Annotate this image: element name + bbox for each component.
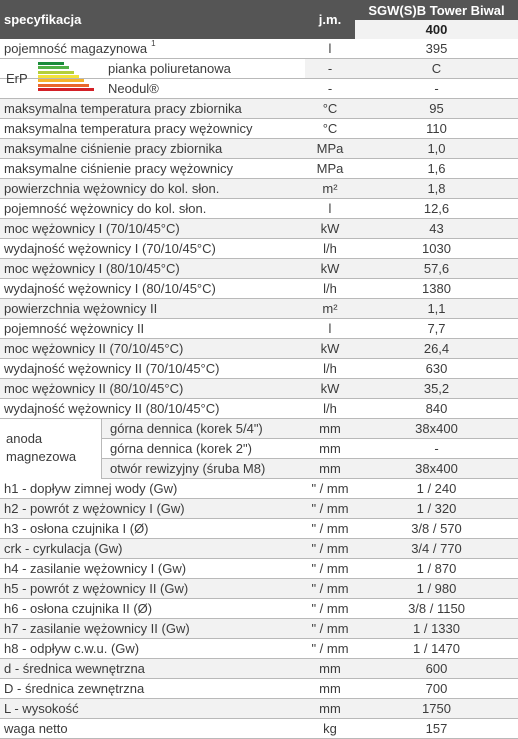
row-name [0,319,305,339]
anoda-unit: mm [305,459,355,479]
row-name-text: h8 - odpływ c.w.u. (Gw) [4,641,140,656]
row-value: 1030 [355,239,518,259]
table-row [0,699,518,719]
footnote-marker: 1 [151,39,156,48]
row-value: 3/8 / 570 [355,519,518,539]
row-name-text: moc wężownicy II (70/10/45°C) [4,341,184,356]
row-name [0,199,305,219]
row-unit: l [305,39,355,59]
row-unit: " / mm [305,519,355,539]
row-value: 1 / 240 [355,479,518,499]
row-name-text: moc wężownicy I (70/10/45°C) [4,221,180,236]
energy-class-bar [38,79,84,82]
table-row [0,319,518,339]
erp-value: C [355,59,518,79]
table-row [0,279,518,299]
row-unit: kW [305,259,355,279]
table-row [0,619,518,639]
table-row [0,479,518,499]
row-value: 395 [355,39,518,59]
row-name-text: moc wężownicy II (80/10/45°C) [4,381,184,396]
row-name [0,499,305,519]
row-unit: kW [305,219,355,239]
row-name-text: maksymalne ciśnienie pracy wężownicy [4,161,234,176]
row-unit: l/h [305,399,355,419]
row-name-text: moc wężownicy I (80/10/45°C) [4,261,180,276]
table-row [0,199,518,219]
row-name-text: wydajność wężownicy II (70/10/45°C) [4,361,220,376]
row-value: 12,6 [355,199,518,219]
row-value: 1,1 [355,299,518,319]
table-row [0,379,518,399]
row-name-text: crk - cyrkulacja (Gw) [4,541,123,556]
row-name-text: pojemność wężownicy do kol. słon. [4,201,207,216]
row-name-text: waga netto [4,721,68,736]
row-value: 7,7 [355,319,518,339]
table-row [0,659,518,679]
row-value: 35,2 [355,379,518,399]
row-name [0,159,305,179]
row-unit: l/h [305,239,355,259]
row-value: 1750 [355,699,518,719]
row-name [0,679,305,699]
table-row [0,159,518,179]
row-name [0,219,305,239]
row-name-text: h6 - osłona czujnika II (Ø) [4,601,153,616]
row-name-text: wydajność wężownicy I (80/10/45°C) [4,281,216,296]
row-name-text: pojemność wężownicy II [4,321,145,336]
row-name [0,699,305,719]
row-value: 600 [355,659,518,679]
table-row [0,559,518,579]
row-unit: m² [305,179,355,199]
table-row [0,579,518,599]
table-row [0,239,518,259]
row-name-text: maksymalna temperatura pracy wężownicy [4,121,253,136]
anoda-subname: górna dennica (korek 2") [110,441,252,456]
row-name-text: powierzchnia wężownicy II [4,301,158,316]
table-row [0,539,518,559]
row-name [0,619,305,639]
row-name [0,559,305,579]
row-unit: mm [305,679,355,699]
row-name-text: h7 - zasilanie wężownicy II (Gw) [4,621,190,636]
row-unit: l [305,319,355,339]
row-value: 26,4 [355,339,518,359]
row-unit: " / mm [305,539,355,559]
anoda-value: 38x400 [355,419,518,439]
row-unit: mm [305,699,355,719]
header-unit: j.m. [305,0,355,39]
row-unit: " / mm [305,579,355,599]
row-value: 110 [355,119,518,139]
table-row [0,179,518,199]
row-unit: l/h [305,359,355,379]
row-name [0,719,305,739]
erp-subname: pianka poliuretanowa [108,61,231,76]
table-row [0,39,518,59]
row-unit: l/h [305,279,355,299]
row-value: 57,6 [355,259,518,279]
row-unit: m² [305,299,355,319]
row-value: 630 [355,359,518,379]
table-row [0,679,518,699]
table-row [0,499,518,519]
row-unit: " / mm [305,559,355,579]
anoda-row [0,419,518,439]
row-name-text: h3 - osłona czujnika I (Ø) [4,521,149,536]
energy-class-bar [38,66,69,69]
row-value: 95 [355,99,518,119]
energy-label-icon [38,62,92,92]
anoda-unit: mm [305,419,355,439]
row-value: 3/4 / 770 [355,539,518,559]
table-row [0,299,518,319]
row-value: 3/8 / 1150 [355,599,518,619]
row-name-text: wydajność wężownicy I (70/10/45°C) [4,241,216,256]
row-value: 1,6 [355,159,518,179]
row-name [0,139,305,159]
table-row [0,519,518,539]
row-unit: l [305,199,355,219]
row-name [0,119,305,139]
row-name [0,239,305,259]
table-row [0,399,518,419]
row-value: 1380 [355,279,518,299]
row-unit: " / mm [305,479,355,499]
header-param: specyfikacja [0,0,305,39]
row-name [0,39,305,59]
row-name [0,519,305,539]
row-name-text: h4 - zasilanie wężownicy I (Gw) [4,561,187,576]
row-unit: °C [305,99,355,119]
energy-class-bar [38,88,94,91]
energy-class-bar [38,71,74,74]
row-value: 1,0 [355,139,518,159]
table-row [0,719,518,739]
row-name [0,539,305,559]
row-name [0,179,305,199]
row-unit: " / mm [305,639,355,659]
anoda-subname: otwór rewizyjny (śruba M8) [110,461,266,476]
energy-class-bar [38,75,79,78]
row-name-text: powierzchnia wężownicy do kol. słon. [4,181,220,196]
table-row [0,139,518,159]
row-unit: kW [305,379,355,399]
row-name [0,339,305,359]
row-value: 1 / 980 [355,579,518,599]
erp-unit: - [305,59,355,79]
row-name-text: d - średnica wewnętrzna [4,661,145,676]
row-name-text: h2 - powrót z wężownicy I (Gw) [4,501,185,516]
row-value: 840 [355,399,518,419]
table-row [0,259,518,279]
row-value: 700 [355,679,518,699]
row-name-text: maksymalna temperatura pracy zbiornika [4,101,242,116]
row-unit: kg [305,719,355,739]
erp-name-cell [0,59,305,86]
row-name-text: pojemność magazynowa [4,41,148,56]
row-name [0,399,305,419]
table-header-row [0,0,518,20]
row-name [0,599,305,619]
erp-unit: - [305,79,355,99]
anoda-value: - [355,439,518,459]
row-name-text: h5 - powrót z wężownicy II (Gw) [4,581,189,596]
table-row [0,99,518,119]
row-name-text: L - wysokość [4,701,79,716]
row-name [0,659,305,679]
row-name [0,639,305,659]
row-unit: " / mm [305,499,355,519]
row-unit: mm [305,659,355,679]
table-row [0,119,518,139]
anoda-label: anoda magnezowa [6,431,77,464]
row-name [0,379,305,399]
row-name [0,579,305,599]
row-name [0,359,305,379]
row-value: 157 [355,719,518,739]
anoda-subname: górna dennica (korek 5/4") [110,421,263,436]
row-name-text: wydajność wężownicy II (80/10/45°C) [4,401,220,416]
row-value: 1 / 320 [355,499,518,519]
row-unit: " / mm [305,599,355,619]
row-unit: " / mm [305,619,355,639]
row-unit: kW [305,339,355,359]
row-unit: °C [305,119,355,139]
row-name [0,279,305,299]
table-row [0,639,518,659]
energy-class-bar [38,84,89,87]
anoda-unit: mm [305,439,355,459]
table-row [0,339,518,359]
row-unit: MPa [305,159,355,179]
row-name [0,259,305,279]
erp-row [0,59,518,79]
row-name-text: D - średnica zewnętrzna [4,681,145,696]
row-value: 1 / 1470 [355,639,518,659]
row-value: 1,8 [355,179,518,199]
row-value: 1 / 1330 [355,619,518,639]
erp-value: - [355,79,518,99]
row-name-text: h1 - dopływ zimnej wody (Gw) [4,481,178,496]
row-name-text: maksymalne ciśnienie pracy zbiornika [4,141,223,156]
header-size: 400 [355,20,518,39]
row-name [0,479,305,499]
row-unit: MPa [305,139,355,159]
table-row [0,359,518,379]
anoda-value: 38x400 [355,459,518,479]
energy-class-bar [38,62,64,65]
erp-label: ErP [6,71,28,86]
erp-subname: Neodul® [108,81,159,96]
row-value: 43 [355,219,518,239]
row-value: 1 / 870 [355,559,518,579]
header-model: SGW(S)B Tower Biwal [355,0,518,20]
table-row [0,599,518,619]
row-name [0,99,305,119]
row-name [0,299,305,319]
table-row [0,219,518,239]
